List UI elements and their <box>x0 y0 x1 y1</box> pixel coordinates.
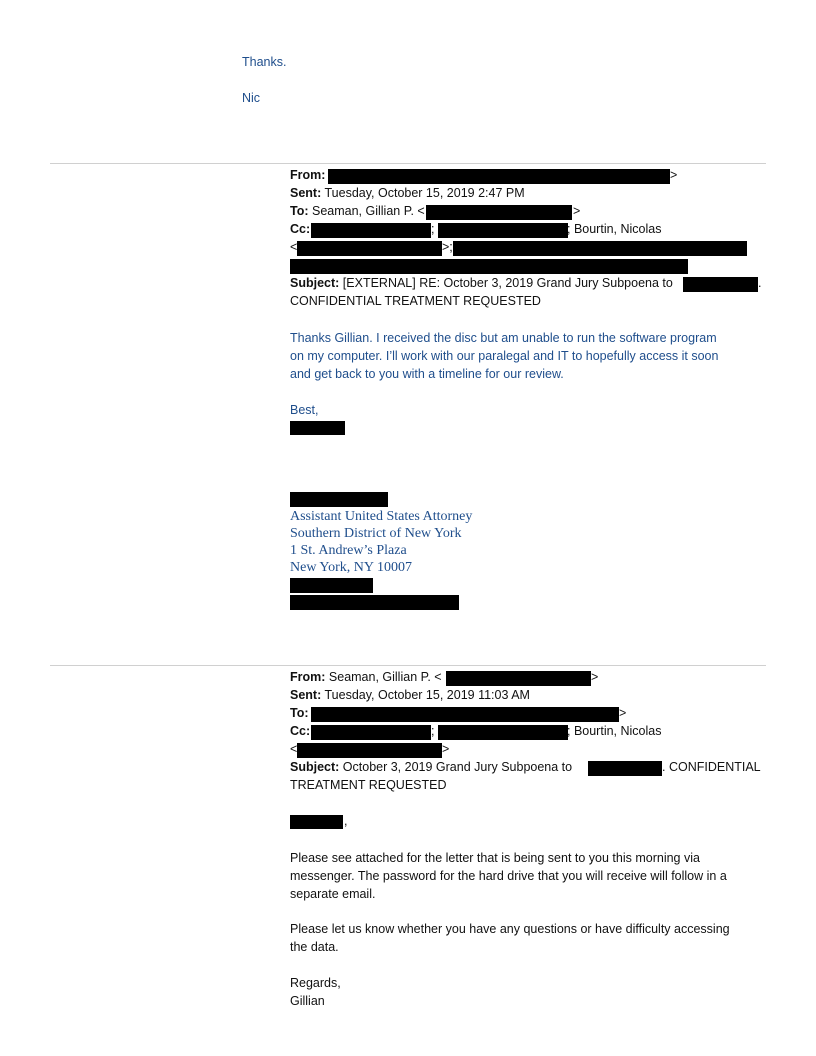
sent-label: Sent: <box>290 186 322 200</box>
from-line <box>290 670 442 684</box>
from-end: > <box>591 670 599 684</box>
body-line: messenger. The password for the hard drive that you will receive will follow in a <box>290 869 727 883</box>
cc-line2-start: < <box>290 742 298 756</box>
subject-line2: CONFIDENTIAL TREATMENT REQUESTED <box>290 294 541 308</box>
redaction <box>311 725 431 740</box>
from-label: From: <box>290 670 326 684</box>
subject-end: . <box>758 276 762 290</box>
sig-address: New York, NY 10007 <box>290 560 412 575</box>
cc-line <box>290 222 310 236</box>
subject-value: October 3, 2019 Grand Jury Subpoena to <box>342 760 573 774</box>
thanks-text: Thanks. <box>242 55 287 69</box>
body-line: and get back to you with a timeline for our review. <box>290 367 564 381</box>
to-end: > <box>573 204 581 218</box>
sig-address: 1 St. Andrew’s Plaza <box>290 543 407 558</box>
to-value: Seaman, Gillian P. < <box>312 204 425 218</box>
to-label: To: <box>290 204 309 218</box>
redaction <box>297 743 442 758</box>
subject-label: Subject: <box>290 760 340 774</box>
sent-value: Tuesday, October 15, 2019 2:47 PM <box>324 186 525 200</box>
cc-line2-start: < <box>290 240 298 254</box>
to-line <box>290 706 309 720</box>
body-line: Please let us know whether you have any questions or have difficulty accessing <box>290 922 730 936</box>
redaction <box>453 241 747 256</box>
redaction <box>311 707 619 722</box>
sig-office: Southern District of New York <box>290 526 462 541</box>
redaction <box>588 761 662 776</box>
greeting-end: , <box>344 814 348 828</box>
subject-end: . CONFIDENTIAL <box>662 760 761 774</box>
cc-line2-end: > <box>442 742 450 756</box>
cc-sep: ; <box>431 724 435 738</box>
redaction <box>290 578 373 593</box>
redaction <box>290 492 388 507</box>
cc-name: ; Bourtin, Nicolas <box>567 724 662 738</box>
divider <box>50 665 766 666</box>
closing: Regards, <box>290 976 341 990</box>
to-label: To: <box>290 706 309 720</box>
body-line: separate email. <box>290 887 376 901</box>
sent-label: Sent: <box>290 688 322 702</box>
redaction <box>328 169 670 184</box>
cc-name: ; Bourtin, Nicolas <box>567 222 662 236</box>
signoff-nic: Nic <box>242 91 261 105</box>
redaction <box>446 671 591 686</box>
sent-line <box>290 186 525 200</box>
subject-value: [EXTERNAL] RE: October 3, 2019 Grand Jury Subpoena to <box>342 276 673 290</box>
closing: Best, <box>290 403 319 417</box>
redaction <box>290 421 345 435</box>
from-label: From: <box>290 168 326 182</box>
body-line: on my computer. I’ll work with our paralegal and IT to hopefully access it soon <box>290 349 719 363</box>
redaction <box>438 725 568 740</box>
sent-line <box>290 688 530 702</box>
sig-title: Assistant United States Attorney <box>290 509 473 524</box>
to-line <box>290 204 425 218</box>
body-line: the data. <box>290 940 339 954</box>
sent-value: Tuesday, October 15, 2019 11:03 AM <box>324 688 530 702</box>
redaction <box>426 205 572 220</box>
from-line <box>290 168 325 182</box>
cc-line2-mid: >; <box>442 240 453 254</box>
subject-line2: TREATMENT REQUESTED <box>290 778 447 792</box>
cc-label: Cc: <box>290 222 311 236</box>
redaction <box>290 815 343 829</box>
cc-label: Cc: <box>290 724 311 738</box>
cc-line <box>290 724 310 738</box>
subject-line <box>290 760 572 774</box>
redaction <box>438 223 568 238</box>
redaction <box>311 223 431 238</box>
redaction <box>290 595 459 610</box>
from-value: Seaman, Gillian P. < <box>328 670 442 684</box>
body-line: Thanks Gillian. I received the disc but am unable to run the software program <box>290 331 717 345</box>
subject-line <box>290 276 673 290</box>
divider <box>50 163 766 164</box>
subject-label: Subject: <box>290 276 340 290</box>
redaction <box>297 241 442 256</box>
cc-sep: ; <box>431 222 435 236</box>
redaction <box>683 277 758 292</box>
to-end: > <box>619 706 627 720</box>
signoff: Gillian <box>290 994 325 1008</box>
from-end: > <box>670 168 678 182</box>
body-line: Please see attached for the letter that is being sent to you this morning via <box>290 851 700 865</box>
redaction <box>290 259 688 274</box>
